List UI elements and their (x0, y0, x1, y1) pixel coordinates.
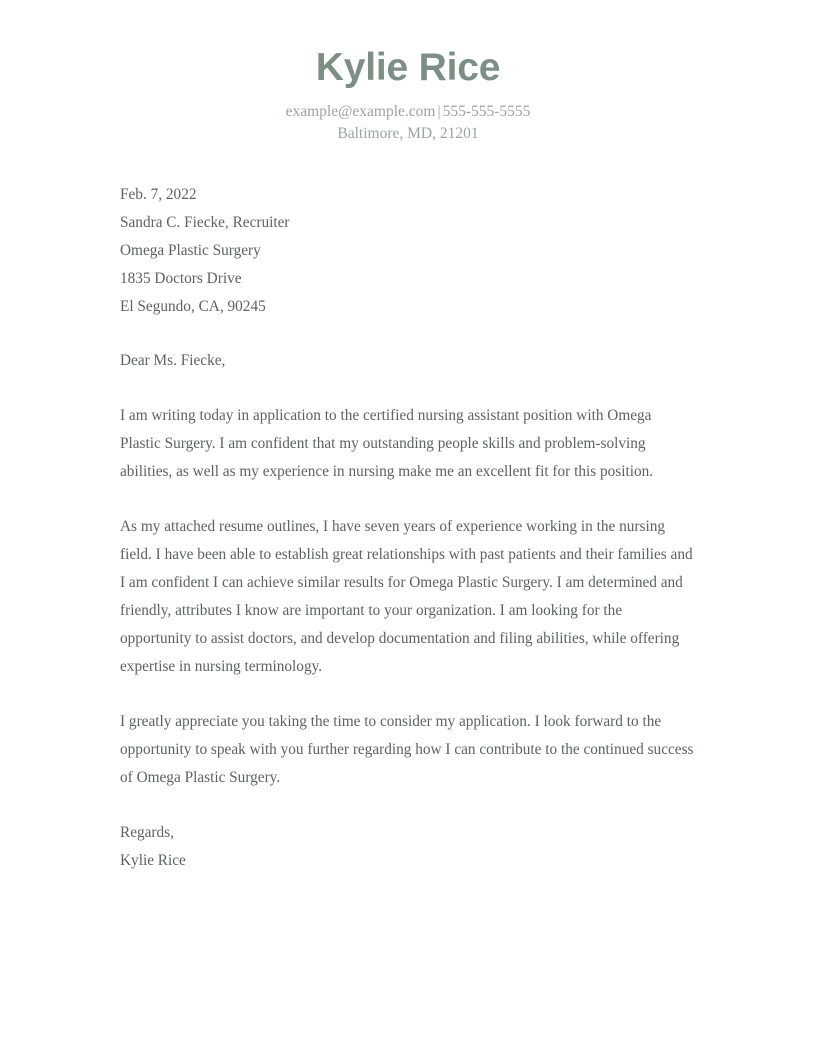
body-paragraph-2: As my attached resume outlines, I have seven years of experience working in the nursing field. I have been able to establish great relationships with past patients and their families and I am confident I can achieve similar results for Omega Plastic Surgery. I am determined and friendly, attributes I know are important to your organization. I am looking for the opportunity to assist doctors, and develop documentation and filing abilities, while offering expertise in nursing terminology. (120, 517, 693, 675)
closing-salutation: Regards, (120, 823, 174, 841)
contact-email: example@example.com (285, 102, 436, 120)
signature-name: Kylie Rice (120, 851, 186, 869)
body-paragraph-1: I am writing today in application to the certified nursing assistant position with Omega Plastic Surgery. I am confident that my outstanding people skills and problem-solving abilities, as well as my experience in nursing make me an excellent fit for this position. (120, 406, 654, 480)
recipient-company: Omega Plastic Surgery (120, 241, 261, 259)
letter-date: Feb. 7, 2022 (120, 185, 197, 203)
recipient-name-title: Sandra C. Fiecke, Recruiter (120, 213, 290, 231)
contact-phone: 555-555-5555 (442, 102, 531, 120)
contact-info-line (0, 101, 816, 123)
contact-location: Baltimore, MD, 21201 (337, 124, 479, 142)
applicant-name: Kylie Rice (315, 46, 501, 89)
contact-separator: | (437, 102, 441, 120)
recipient-street: 1835 Doctors Drive (120, 269, 242, 287)
body-paragraph-3: I greatly appreciate you taking the time to consider my application. I look forward to the opportunity to speak with you further regarding how I can contribute to the continued success of Omega Plastic Surgery. (120, 712, 694, 786)
letter-header (0, 0, 816, 145)
salutation: Dear Ms. Fiecke, (120, 351, 226, 369)
closing-block (120, 819, 696, 875)
recipient-city-state-zip: El Segundo, CA, 90245 (120, 297, 266, 315)
recipient-address-block (120, 181, 696, 321)
letter-body (120, 145, 696, 875)
